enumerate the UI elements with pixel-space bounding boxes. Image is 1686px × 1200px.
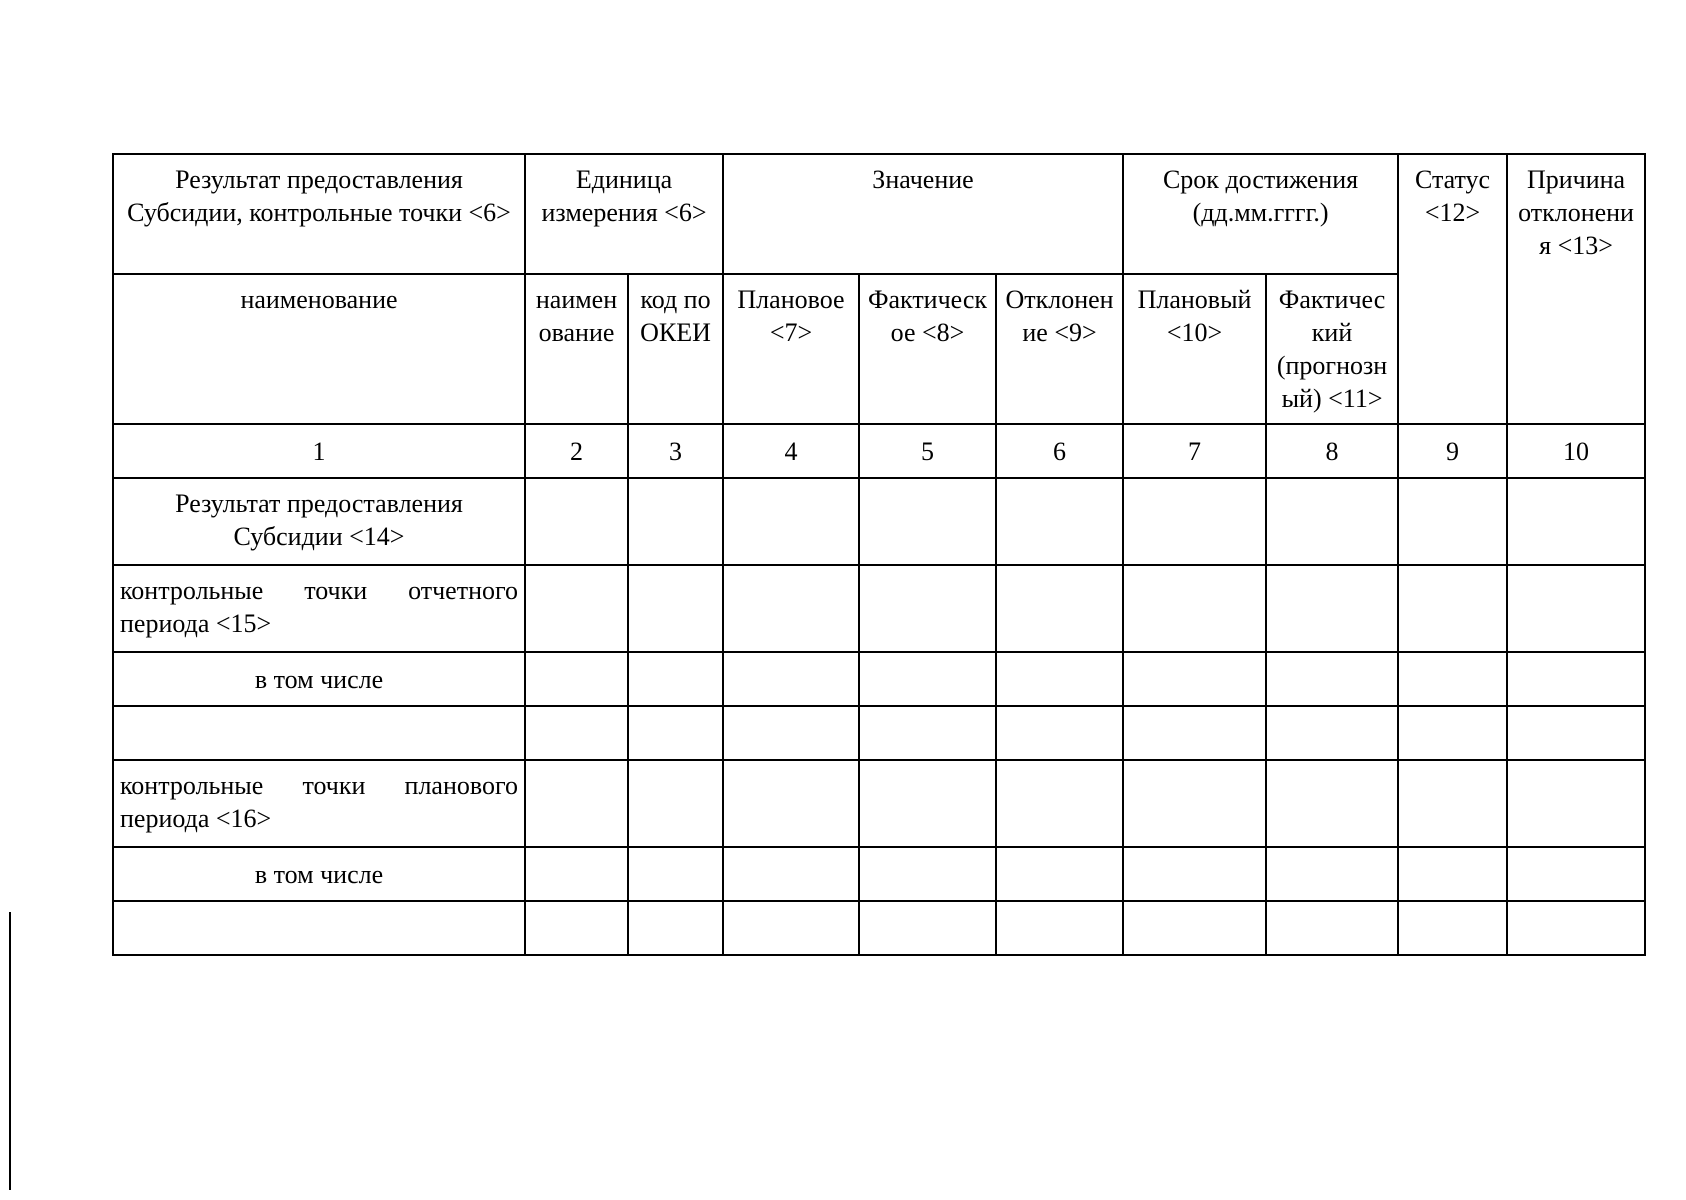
table-cell (1507, 652, 1645, 706)
row-label-planned-checkpoints: контрольные точки планового периода <16> (113, 760, 525, 847)
table-cell (628, 652, 723, 706)
table-cell (996, 901, 1123, 955)
table-cell (525, 652, 628, 706)
column-number: 1 (113, 424, 525, 478)
row-label-including: в том числе (113, 847, 525, 901)
column-number: 10 (1507, 424, 1645, 478)
table-cell (1398, 478, 1507, 565)
row-label-including: в том числе (113, 652, 525, 706)
table-row (113, 478, 1645, 565)
table-cell (859, 901, 996, 955)
table-cell (525, 706, 628, 760)
table-cell (1266, 706, 1398, 760)
table-cell (859, 760, 996, 847)
table-cell (1266, 478, 1398, 565)
table-cell (1398, 706, 1507, 760)
subsidy-results-table (112, 153, 1646, 956)
header-reason: Причина отклонения <13> (1507, 154, 1645, 424)
table-cell (723, 847, 859, 901)
table-cell (1507, 706, 1645, 760)
table-cell (1266, 565, 1398, 652)
table-cell (1507, 565, 1645, 652)
column-number: 8 (1266, 424, 1398, 478)
table-header-row (113, 154, 1645, 274)
table-cell (723, 760, 859, 847)
table-cell (1123, 565, 1266, 652)
table-cell (1507, 847, 1645, 901)
table-row (113, 760, 1645, 847)
table-cell (859, 478, 996, 565)
subheader-planned-date: Плановый <10> (1123, 274, 1266, 424)
subheader-actual: Фактическое <8> (859, 274, 996, 424)
header-status: Статус <12> (1398, 154, 1507, 424)
column-number: 3 (628, 424, 723, 478)
subheader-planned: Плановое <7> (723, 274, 859, 424)
table-cell (525, 901, 628, 955)
table-cell (723, 565, 859, 652)
table-cell (1398, 652, 1507, 706)
table-cell (723, 652, 859, 706)
table-cell (996, 706, 1123, 760)
table-cell (628, 901, 723, 955)
table-cell (859, 565, 996, 652)
row-label-empty (113, 901, 525, 955)
header-value: Значение (723, 154, 1123, 274)
table-cell (1266, 901, 1398, 955)
table-cell (996, 652, 1123, 706)
table-row (113, 706, 1645, 760)
table-cell (628, 478, 723, 565)
table-cell (525, 478, 628, 565)
table-cell (1123, 847, 1266, 901)
table-cell (1507, 760, 1645, 847)
row-label-empty (113, 706, 525, 760)
table-cell (628, 565, 723, 652)
table-cell (1266, 652, 1398, 706)
table-cell (859, 706, 996, 760)
table-cell (723, 901, 859, 955)
table-cell (723, 478, 859, 565)
subheader-name: наименование (113, 274, 525, 424)
table-cell (1507, 901, 1645, 955)
column-number-row (113, 424, 1645, 478)
subheader-okei-code: код по ОКЕИ (628, 274, 723, 424)
table-cell (1398, 847, 1507, 901)
column-number: 9 (1398, 424, 1507, 478)
subheader-unit-name: наименование (525, 274, 628, 424)
row-label-reporting-checkpoints: контрольные точки отчетного периода <15> (113, 565, 525, 652)
table-cell (1123, 706, 1266, 760)
header-result: Результат предоставления Субсидии, контрольные точки <6> (113, 154, 525, 274)
table-cell (996, 565, 1123, 652)
header-unit: Единица измерения <6> (525, 154, 723, 274)
row-label-result: Результат предоставления Субсидии <14> (113, 478, 525, 565)
subheader-deviation: Отклонение <9> (996, 274, 1123, 424)
table-cell (1123, 478, 1266, 565)
table-cell (723, 706, 859, 760)
table-cell (525, 565, 628, 652)
table-row (113, 847, 1645, 901)
header-deadline: Срок достижения (дд.мм.гггг.) (1123, 154, 1398, 274)
table-cell (1398, 760, 1507, 847)
table-row (113, 565, 1645, 652)
table-cell (1507, 478, 1645, 565)
table-cell (1123, 760, 1266, 847)
column-number: 4 (723, 424, 859, 478)
table-cell (1398, 901, 1507, 955)
table-cell (996, 478, 1123, 565)
subheader-actual-date: Фактический (прогнозный) <11> (1266, 274, 1398, 424)
table-row (113, 901, 1645, 955)
column-number: 5 (859, 424, 996, 478)
table-cell (628, 706, 723, 760)
column-number: 2 (525, 424, 628, 478)
table-cell (1266, 760, 1398, 847)
table-row (113, 652, 1645, 706)
table-cell (628, 760, 723, 847)
table-cell (628, 847, 723, 901)
column-number: 6 (996, 424, 1123, 478)
table-cell (859, 652, 996, 706)
table-cell (859, 847, 996, 901)
table-cell (1123, 652, 1266, 706)
table-cell (525, 760, 628, 847)
table-cell (1123, 901, 1266, 955)
table-cell (1398, 565, 1507, 652)
page-edge-line (9, 912, 11, 1190)
table-cell (525, 847, 628, 901)
table-cell (996, 847, 1123, 901)
table-cell (996, 760, 1123, 847)
column-number: 7 (1123, 424, 1266, 478)
table-cell (1266, 847, 1398, 901)
